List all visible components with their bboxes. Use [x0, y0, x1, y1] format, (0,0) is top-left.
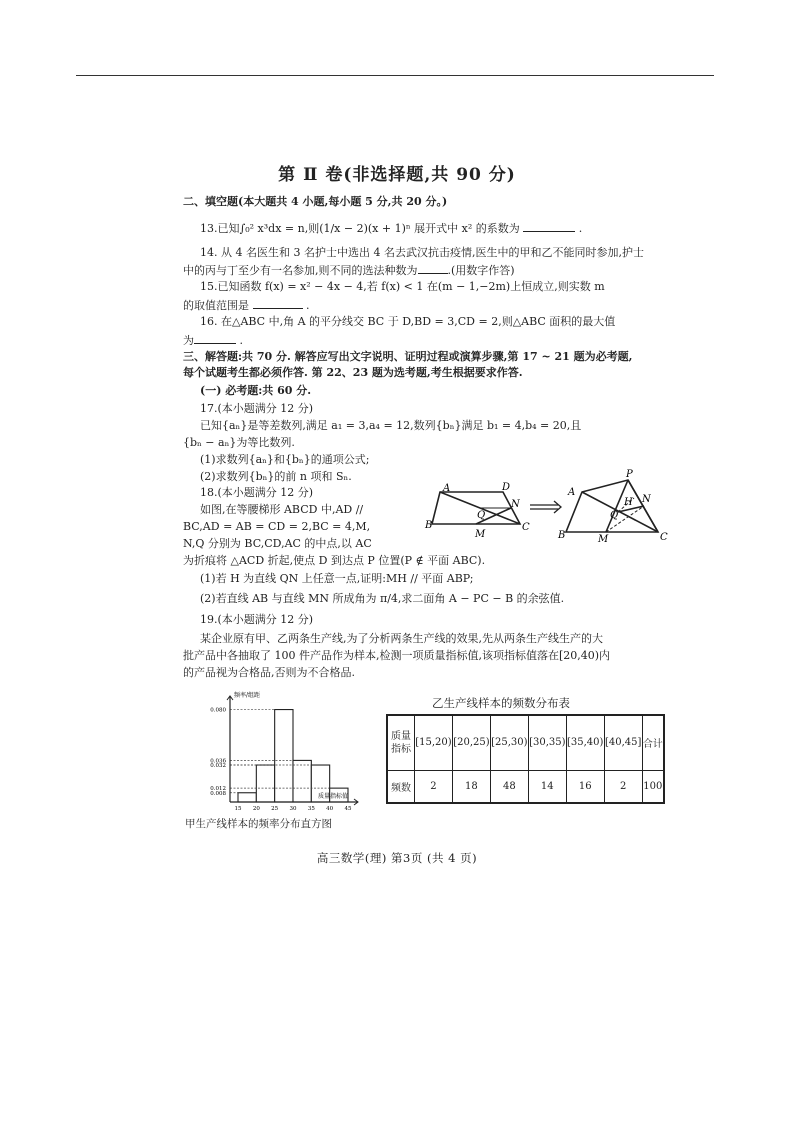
- answer-heading-line-2: 每个试题考生都必须作答. 第 22、23 题为选考题,考生根据要求作答.: [183, 366, 523, 379]
- table-header-cell: [30,35): [528, 715, 566, 770]
- histogram-bar: [293, 760, 311, 802]
- question-17-line-1: 已知{aₙ}是等差数列,满足 a₁ = 3,a₄ = 12,数列{bₙ}满足 b₁ = 4,b₄ = 20,且: [200, 419, 582, 432]
- folded-figure: [558, 468, 678, 546]
- top-rule: [76, 75, 714, 76]
- question-19-title: 19.(本小题满分 12 分): [200, 613, 314, 626]
- table-header-cell: [20,25): [452, 715, 490, 770]
- fill-heading: 二、填空题(本大题共 4 小题,每小题 5 分,共 20 分。): [183, 195, 448, 208]
- section-title: 第 Ⅱ 卷(非选择题,共 90 分): [278, 165, 516, 185]
- table-header-cell: [40,45]: [604, 715, 642, 770]
- question-18-part-1: (1)若 H 为直线 QN 上任意一点,证明:MH // 平面 ABP;: [200, 572, 474, 585]
- table-header-cell: [15,20): [415, 715, 453, 770]
- label-b: B: [558, 530, 566, 541]
- frequency-table: [386, 714, 665, 804]
- answer-blank: [523, 220, 575, 232]
- y-tick-label: 0.080: [210, 707, 226, 714]
- question-18-line-1: 如图,在等腰梯形 ABCD 中,AD //: [200, 503, 364, 516]
- x-tick-label: 25: [271, 806, 279, 812]
- answer-blank: [418, 262, 448, 274]
- y-tick-label: 0.032: [210, 763, 226, 770]
- x-tick-label: 30: [289, 806, 297, 812]
- y-axis-label: 频率/组距: [234, 692, 261, 699]
- required-subheading: (一) 必考题:共 60 分.: [200, 384, 312, 397]
- question-18-line-2: BC,AD = AB = CD = 2,BC = 4,M,: [183, 520, 371, 533]
- question-17-part-2: (2)求数列{bₙ}的前 n 项和 Sₙ.: [200, 470, 352, 483]
- question-16-line-1: 16. 在△ABC 中,角 A 的平分线交 BC 于 D,BD = 3,CD = 2,则△ABC 面积的最大值: [200, 315, 616, 328]
- label-m: M: [598, 534, 609, 545]
- label-d: D: [502, 482, 511, 493]
- y-tick-label: 0.012: [210, 786, 226, 793]
- y-tick-label: 0.036: [210, 758, 226, 765]
- table-cell: 16: [566, 770, 604, 803]
- label-a: A: [443, 483, 451, 494]
- label-m: M: [475, 529, 486, 540]
- table-cell: 18: [452, 770, 490, 803]
- frequency-histogram: [190, 690, 370, 815]
- x-tick-label: 45: [344, 806, 352, 812]
- table-cell: 48: [490, 770, 528, 803]
- histogram-bar: [238, 793, 256, 802]
- label-c: C: [660, 532, 668, 543]
- table-header-cell: [25,30): [490, 715, 528, 770]
- question-17-title: 17.(本小题满分 12 分): [200, 402, 314, 415]
- x-tick-label: 15: [234, 806, 242, 812]
- label-q: Q: [610, 510, 619, 521]
- x-tick-label: 35: [307, 806, 315, 812]
- question-15-line-2: 的取值范围是 .: [183, 299, 310, 312]
- question-19-line-2: 批产品中各抽取了 100 件产品作为样本,检测一项质量指标值,该项指标值落在[20,40)内: [183, 649, 611, 662]
- table-row-label-quality: 质量 指标: [387, 715, 415, 770]
- question-18-title: 18.(本小题满分 12 分): [200, 486, 314, 499]
- question-18-line-3: N,Q 分别为 BC,CD,AC 的中点,以 AC: [183, 537, 372, 550]
- page-footer: 高三数学(理) 第3页 (共 4 页): [316, 851, 478, 865]
- question-18-line-4: 为折痕将 △ACD 折起,使点 D 到达点 P 位置(P ∉ 平面 ABC).: [183, 554, 486, 567]
- answer-blank: [253, 297, 303, 309]
- question-14-line-2: 中的丙与丁至少有一名参加,则不同的选法种数为 .(用数字作答): [183, 264, 515, 277]
- question-19-line-3: 的产品视为合格品,否则为不合格品.: [183, 666, 355, 679]
- question-14-line-1: 14. 从 4 名医生和 3 名护士中选出 4 名去武汉抗击疫情,医生中的甲和乙不能同时参加,护士: [200, 246, 644, 259]
- question-17-line-2: {bₙ − aₙ}为等比数列.: [183, 436, 295, 449]
- question-19-line-1: 某企业原有甲、乙两条生产线,为了分析两条生产线的效果,先从两条生产线生产的大: [200, 632, 603, 645]
- x-axis-label: 质量指标值: [318, 793, 349, 800]
- label-p: P: [626, 469, 633, 480]
- table-row-label-count: 频数: [387, 770, 415, 803]
- table-row-values: [387, 770, 664, 803]
- table-caption: 乙生产线样本的频数分布表: [432, 696, 570, 710]
- table-header-cell: [35,40): [566, 715, 604, 770]
- table-cell: 14: [528, 770, 566, 803]
- x-tick-label: 40: [326, 806, 334, 812]
- y-tick-label: 0.008: [210, 790, 226, 797]
- x-tick-label: 20: [252, 806, 260, 812]
- question-15-line-1: 15.已知函数 f(x) = x² − 4x − 4,若 f(x) < 1 在(m − 1,−2m)上恒成立,则实数 m: [200, 280, 605, 293]
- table-cell: 2: [604, 770, 642, 803]
- label-a: A: [568, 487, 576, 498]
- histogram-caption: 甲生产线样本的频率分布直方图: [185, 818, 332, 830]
- question-17-part-1: (1)求数列{aₙ}和{bₙ}的通项公式;: [200, 453, 370, 466]
- label-c: C: [522, 522, 530, 533]
- label-h: H: [624, 497, 633, 508]
- question-18-part-2: (2)若直线 AB 与直线 MN 所成角为 π/4,求二面角 A − PC − B 的余弦值.: [200, 592, 565, 605]
- label-b: B: [425, 520, 433, 531]
- answer-blank: [194, 332, 236, 344]
- question-16-line-2: 为 .: [183, 334, 243, 347]
- label-n: N: [642, 494, 651, 505]
- label-q: Q: [477, 510, 486, 521]
- answer-heading-line-1: 三、解答题:共 70 分. 解答应写出文字说明、证明过程或演算步骤,第 17 ~ 21 题为必考题,: [183, 350, 633, 363]
- label-n: N: [511, 499, 520, 510]
- table-header-cell: 合计: [642, 715, 664, 770]
- table-cell: 100: [642, 770, 664, 803]
- table-row-header: [387, 715, 664, 770]
- question-13: 13.已知∫₀² x³dx = n,则(1/x − 2)(x + 1)ⁿ 展开式中 x² 的系数为 .: [200, 222, 583, 235]
- histogram-bar: [256, 765, 274, 802]
- table-cell: 2: [415, 770, 453, 803]
